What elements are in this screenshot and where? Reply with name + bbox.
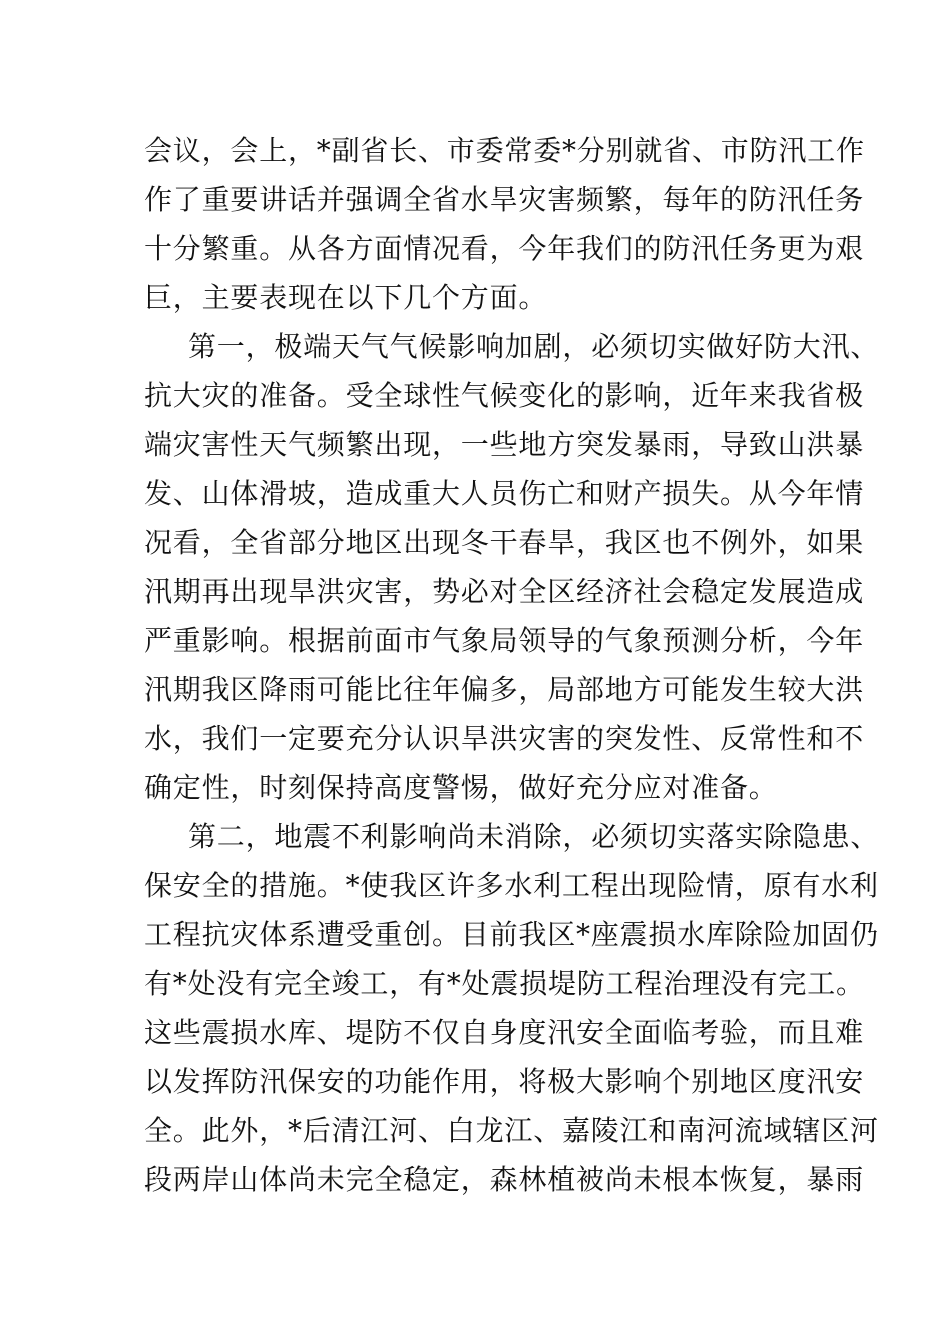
text-line: 作了重要讲话并强调全省水旱灾害频繁，每年的防汛任务	[144, 183, 865, 216]
text-line: 汛期我区降雨可能比往年偏多，局部地方可能发生较大洪	[144, 673, 865, 706]
text-line: 会议，会上，*副省长、市委常委*分别就省、市防汛工作	[144, 134, 865, 167]
text-line: 全。此外，*后清江河、白龙江、嘉陵江和南河流域辖区河	[144, 1114, 879, 1147]
text-line: 抗大灾的准备。受全球性气候变化的影响，近年来我省极	[144, 379, 865, 412]
text-line: 工程抗灾体系遭受重创。目前我区*座震损水库除险加固仍	[144, 918, 879, 951]
text-line: 以发挥防汛保安的功能作用，将极大影响个别地区度汛安	[144, 1065, 865, 1098]
text-line: 汛期再出现旱洪灾害，势必对全区经济社会稳定发展造成	[144, 575, 865, 608]
text-line: 严重影响。根据前面市气象局领导的气象预测分析，今年	[144, 624, 865, 657]
text-line: 第一，极端天气气候影响加剧，必须切实做好防大汛、	[188, 330, 880, 363]
text-line: 保安全的措施。*使我区许多水利工程出现险情，原有水利	[144, 869, 879, 902]
text-line: 第二，地震不利影响尚未消除，必须切实落实除隐患、	[188, 820, 880, 853]
paragraph-second	[144, 812, 880, 1204]
text-line: 水，我们一定要充分认识旱洪灾害的突发性、反常性和不	[144, 722, 865, 755]
text-line: 况看，全省部分地区出现冬干春旱，我区也不例外，如果	[144, 526, 865, 559]
text-line: 段两岸山体尚未完全稳定，森林植被尚未根本恢复，暴雨	[144, 1163, 865, 1196]
text-line: 发、山体滑坡，造成重大人员伤亡和财产损失。从今年情	[144, 477, 865, 510]
text-line: 确定性，时刻保持高度警惕，做好充分应对准备。	[144, 771, 778, 804]
text-line: 端灾害性天气频繁出现，一些地方突发暴雨，导致山洪暴	[144, 428, 865, 461]
paragraph-intro	[144, 126, 865, 322]
text-line: 十分繁重。从各方面情况看，今年我们的防汛任务更为艰	[144, 232, 865, 265]
text-line: 有*处没有完全竣工，有*处震损堤防工程治理没有完工。	[144, 967, 865, 1000]
paragraph-first	[144, 322, 880, 812]
text-line: 这些震损水库、堤防不仅自身度汛安全面临考验，而且难	[144, 1016, 865, 1049]
document-body	[144, 126, 880, 1204]
text-line: 巨，主要表现在以下几个方面。	[144, 281, 548, 314]
